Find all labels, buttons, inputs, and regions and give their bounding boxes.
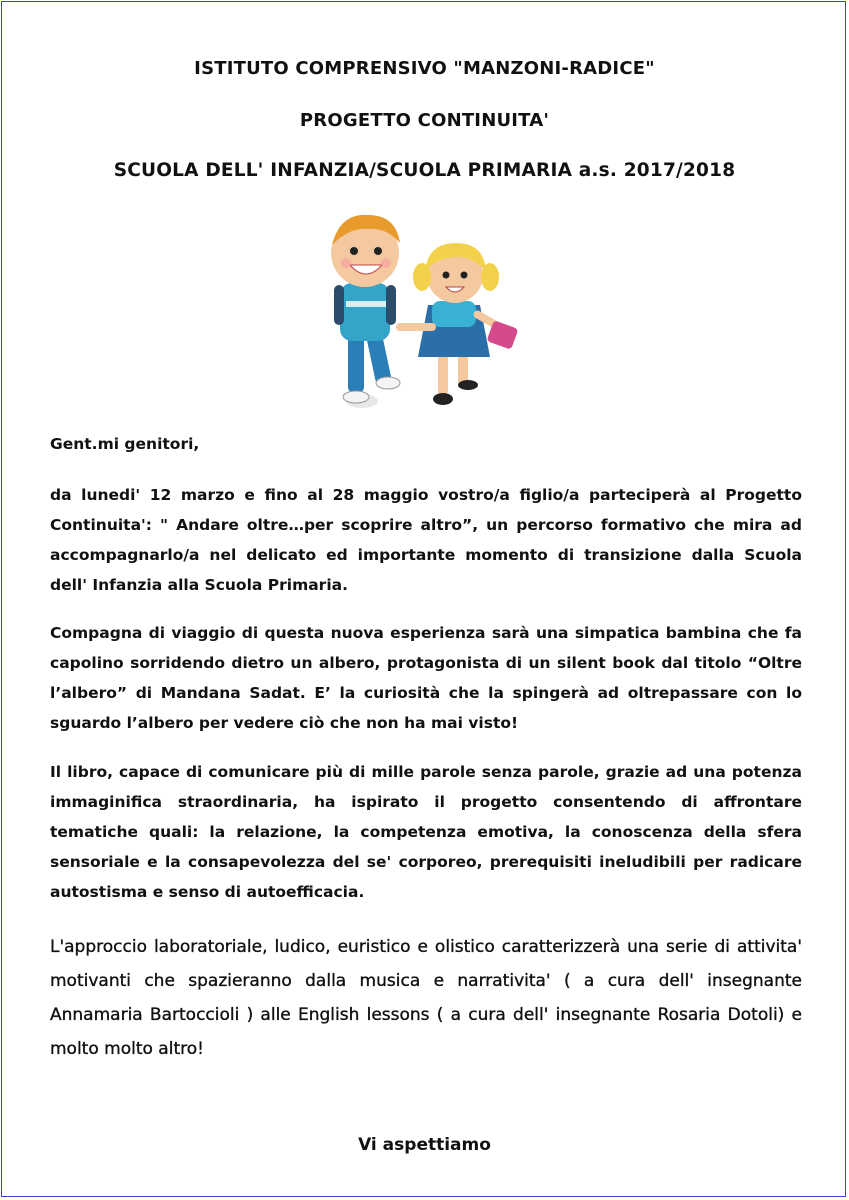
school-year-heading: SCUOLA DELL' INFANZIA/SCUOLA PRIMARIA a.s. 2017/2018 — [113, 160, 736, 181]
letter-closing: Vi aspettiamo — [358, 1135, 491, 1155]
girl-figure — [396, 243, 518, 405]
boy-figure — [331, 215, 400, 408]
project-title-heading: PROGETTO CONTINUITA' — [299, 110, 550, 131]
letter-greeting: Gent.mi genitori, — [50, 435, 200, 453]
paragraph-project-dates: da lunedi' 12 marzo e fino al 28 maggio vostro/a figlio/a parteciperà al Progetto Continuita': " Andare oltre…per scoprire altro”, un percorso formativo che mira ad accompagnarlo/a nel delicato ed importante momento di transizione dalla Scuola dell' Infanzia alla Scuola Primaria. — [50, 486, 802, 594]
children-walking-to-school-icon — [310, 205, 530, 415]
paragraph-travel-companion: Compagna di viaggio di questa nuova esperienza sarà una simpatica bambina che fa capolino sorridendo dietro un albero, protagonista di un silent book dal titolo “Oltre l’albero” di Mandana Sadat. E’ la curiosità che la spingerà ad oltrepassare con lo sguardo l’albero per vedere ciò che non ha mai visto! — [50, 624, 802, 732]
paragraph-activities: L'approccio laboratoriale, ludico, euristico e olistico caratterizzerà una serie di attivita' motivanti che spazieranno dalla musica e narrativita' ( a cura dell' insegnante Annamaria Bartoccioli ) alle English lessons ( a cura dell' insegnante Rosaria Dotoli) e molto molto altro! — [50, 937, 802, 1059]
paragraph-book-themes: Il libro, capace di comunicare più di mille parole senza parole, grazie ad una potenza immaginifica straordinaria, ha ispirato il progetto consentendo di affrontare tematiche quali: la relazione, la competenza emotiva, la conoscenza della sfera sensoriale e la consapevolezza del se' corporeo, prerequisiti ineludibili per radicare autostisma e senso di autoefficacia. — [50, 763, 802, 901]
school-name-heading: ISTITUTO COMPRENSIVO "MANZONI-RADICE" — [194, 58, 655, 79]
